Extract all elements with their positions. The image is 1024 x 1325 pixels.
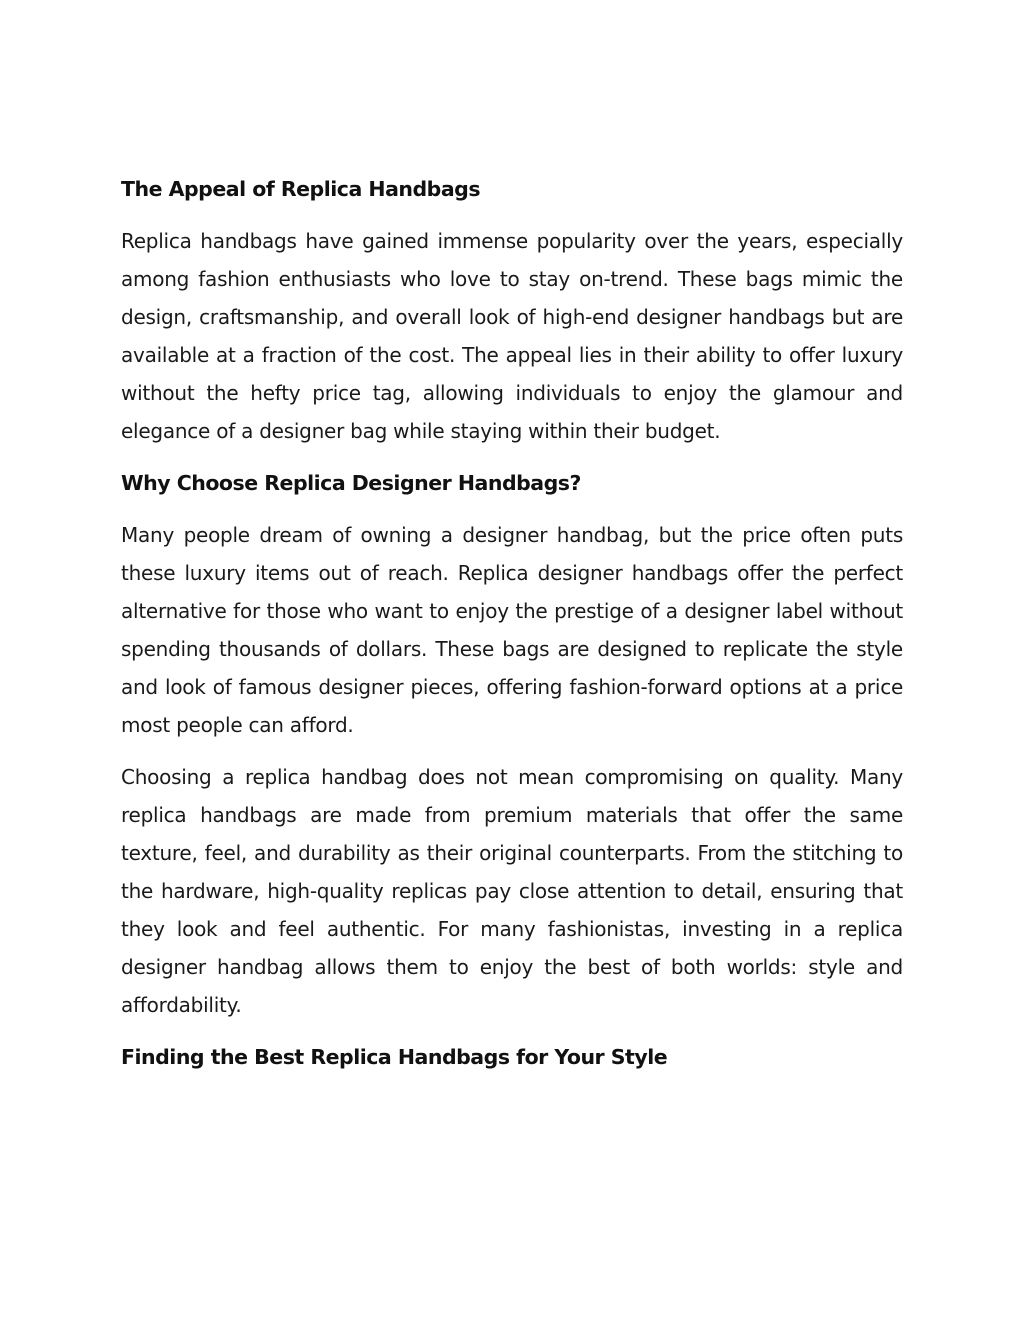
section-heading: Finding the Best Replica Handbags for Your Style bbox=[121, 1045, 668, 1069]
section-heading: Why Choose Replica Designer Handbags? bbox=[121, 471, 581, 495]
section-why-choose bbox=[121, 464, 903, 1024]
paragraph: Many people dream of owning a designer handbag, but the price often puts these luxury items out of reach. Replica designer handbags offer the perfect alternative for those who want to enjoy the prestige of a designer label without spending thousands of dollars. These bags are designed to replicate the style and look of famous designer pieces, offering fashion-forward options at a price most people can afford. bbox=[121, 523, 903, 737]
section-appeal bbox=[121, 170, 903, 450]
paragraph: Replica handbags have gained immense popularity over the years, especially among fashion enthusiasts who love to stay on-trend. These bags mimic the design, craftsmanship, and overall look of high-end designer handbags but are available at a fraction of the cost. The appeal lies in their ability to offer luxury without the hefty price tag, allowing individuals to enjoy the glamour and elegance of a designer bag while staying within their budget. bbox=[121, 229, 903, 443]
section-heading: The Appeal of Replica Handbags bbox=[121, 177, 481, 201]
paragraph: Choosing a replica handbag does not mean compromising on quality. Many replica handbags are made from premium materials that offer the same texture, feel, and durability as their original counterparts. From the stitching to the hardware, high-quality replicas pay close attention to detail, ensuring that they look and feel authentic. For many fashionistas, investing in a replica designer handbag allows them to enjoy the best of both worlds: style and affordability. bbox=[121, 765, 903, 1017]
section-finding-best bbox=[121, 1038, 903, 1076]
document-page bbox=[121, 170, 903, 1090]
